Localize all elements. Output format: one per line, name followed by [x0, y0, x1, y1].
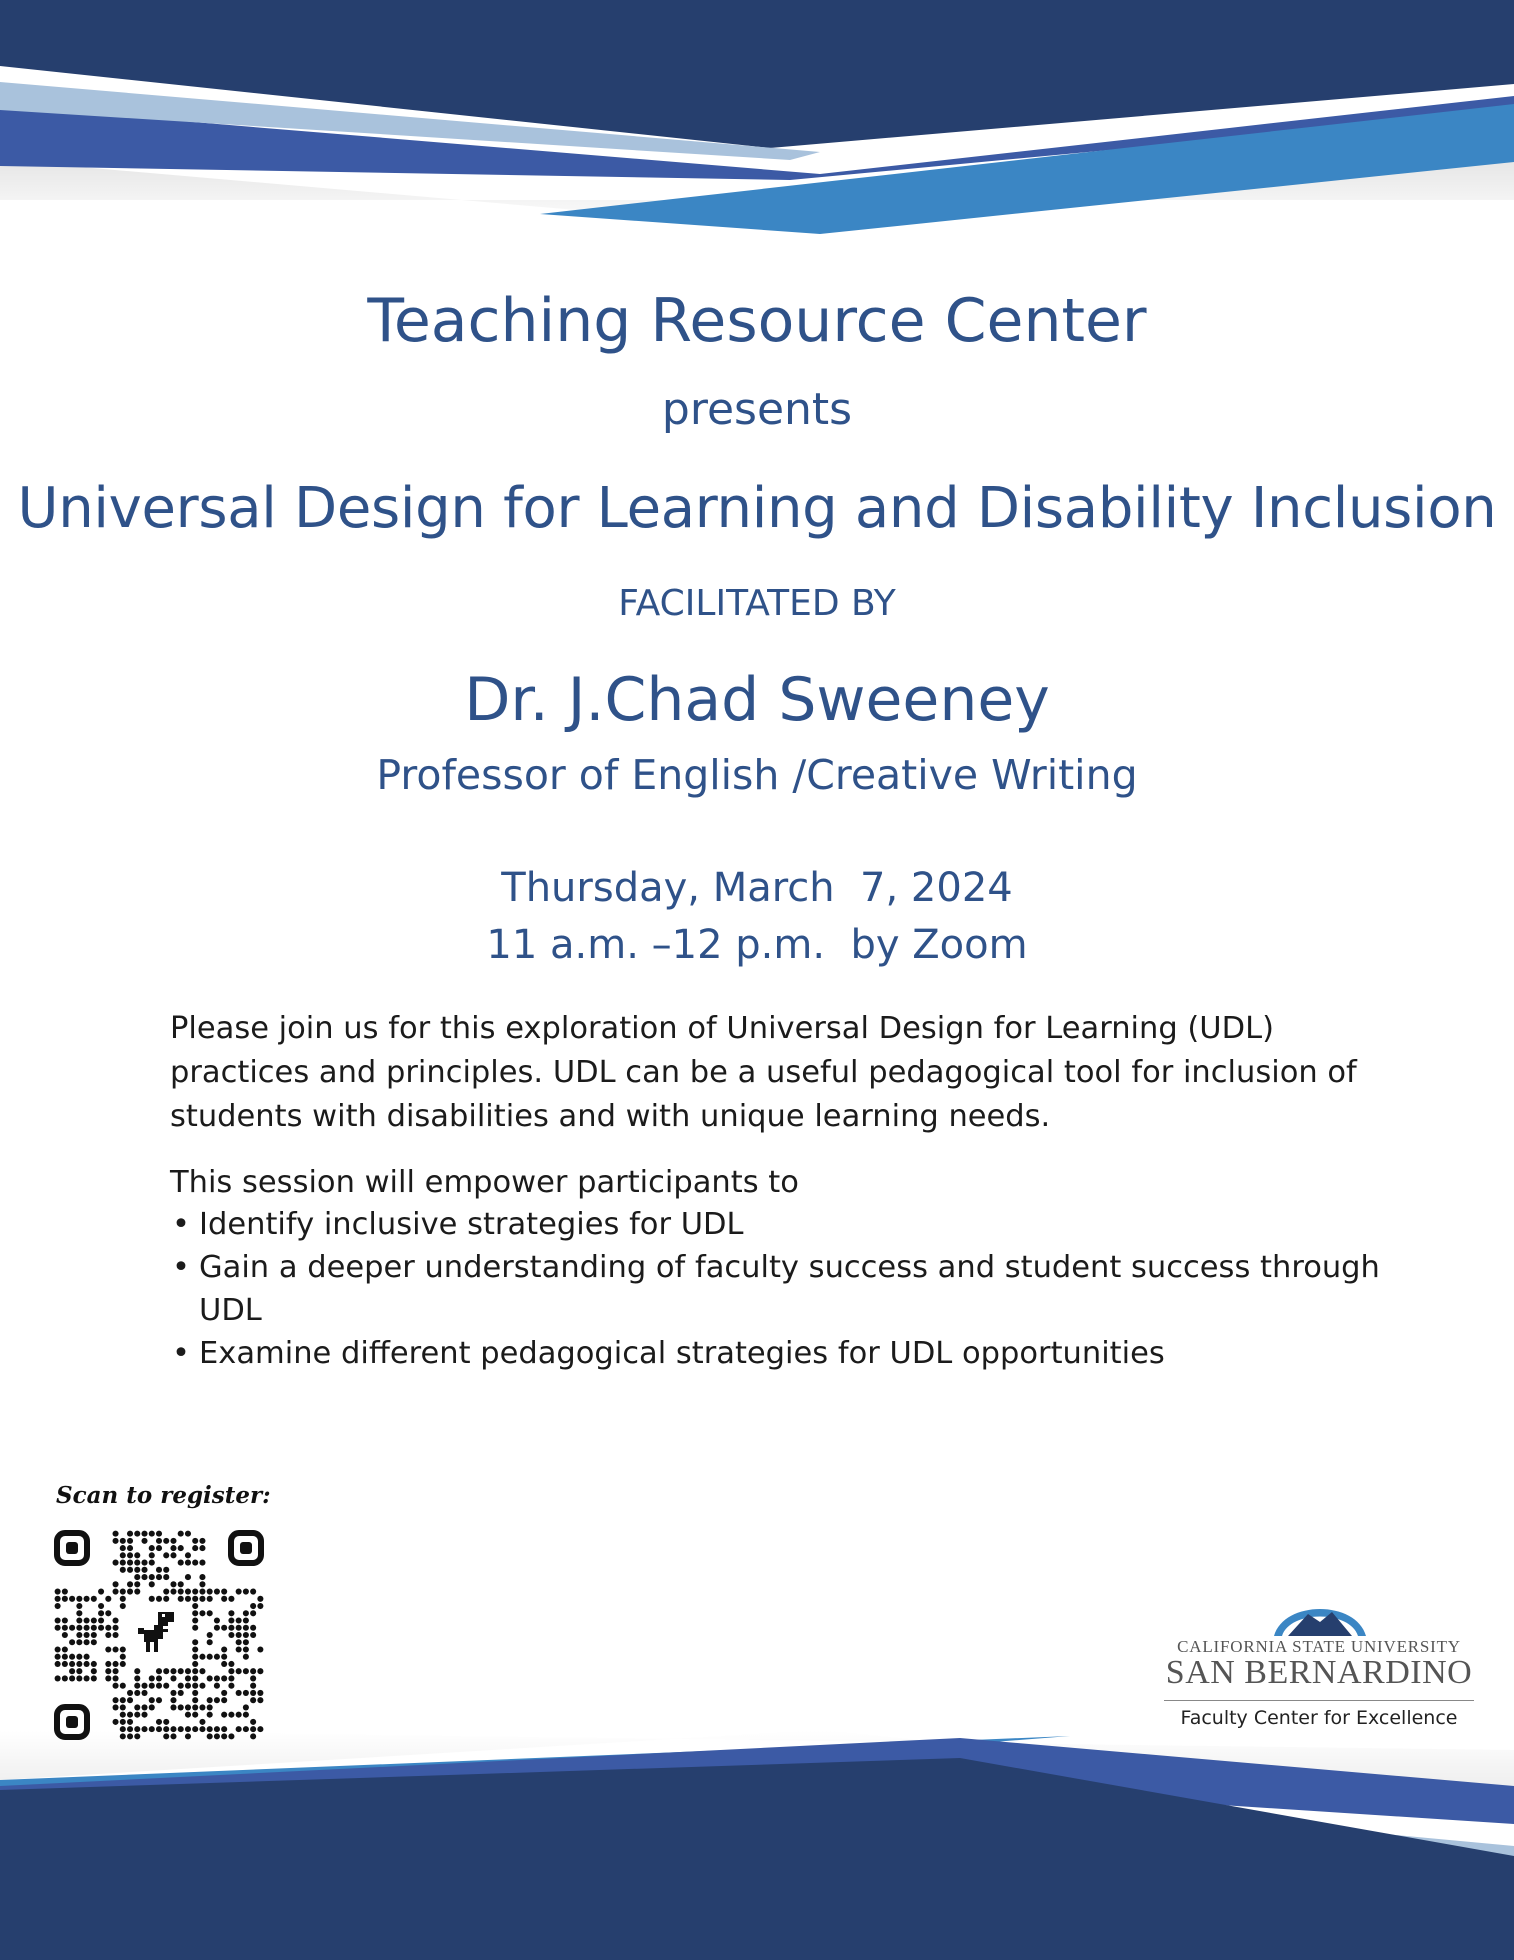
- header-decorative-band: [0, 0, 1514, 260]
- event-time: 11 a.m. –12 p.m. by Zoom: [486, 922, 1028, 968]
- list-item: [170, 1203, 1400, 1246]
- facilitator-role: Professor of English /Creative Writing: [376, 751, 1138, 799]
- footer-decorative-band: [0, 1690, 1514, 1960]
- outcomes-lead: This session will empower participants to: [170, 1165, 799, 1200]
- list-item: [170, 1246, 1400, 1332]
- event-date: Thursday, March 7, 2024: [501, 865, 1013, 911]
- mountain-icon: [1270, 1590, 1370, 1638]
- logo-university-name: CALIFORNIA STATE UNIVERSITY: [1177, 1637, 1461, 1656]
- bullet-icon: •: [172, 1250, 190, 1285]
- presents-text: presents: [661, 384, 853, 435]
- logo-department-name: Faculty Center for Excellence: [1180, 1707, 1458, 1729]
- bullet-icon: •: [172, 1207, 190, 1242]
- list-item-text: Identify inclusive strategies for UDL: [199, 1207, 744, 1242]
- list-item: [170, 1332, 1400, 1375]
- outcomes-list: [170, 1203, 1400, 1375]
- logo-campus-name: SAN BERNARDINO: [1165, 1654, 1473, 1691]
- event-description: Please join us for this exploration of Universal Design for Learning (UDL) practices and principles. UDL can be a useful pedagogical tool for inclusion of students with disabilities and with unique learning needs.: [170, 1011, 1357, 1134]
- list-item-text: Gain a deeper understanding of faculty success and student success through UDL: [199, 1250, 1380, 1328]
- list-item-text: Examine different pedagogical strategies for UDL opportunities: [199, 1336, 1165, 1371]
- facilitated-by-label: FACILITATED BY: [618, 583, 896, 624]
- bullet-icon: •: [172, 1336, 190, 1371]
- scan-to-register-label: Scan to register:: [56, 1482, 271, 1509]
- facilitator-name: Dr. J.Chad Sweeney: [464, 665, 1050, 735]
- event-title: Universal Design for Learning and Disability Inclusion: [17, 476, 1497, 541]
- organizer-title: Teaching Resource Center: [367, 286, 1147, 356]
